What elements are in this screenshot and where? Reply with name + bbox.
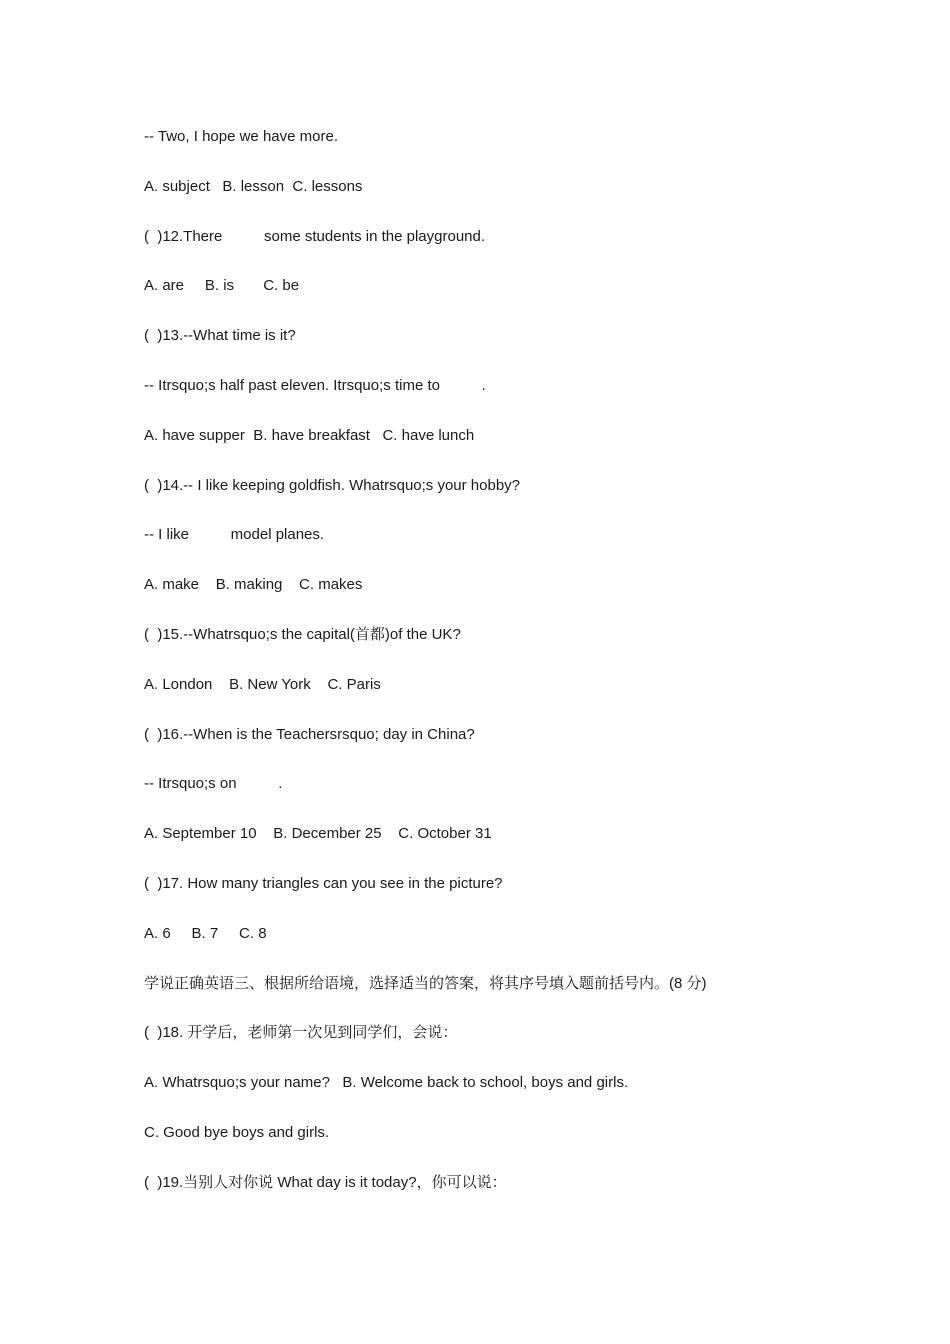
answer-options: A. make B. making C. makes	[144, 576, 363, 594]
text-body	[144, 126, 864, 1222]
section-heading: 学说正确英语三、根据所给语境，选择适当的答案，将其序号填入题前括号内。(8 分)	[144, 974, 707, 992]
question-15: ( )15.--Whatrsquo;s the capital(首都)of the UK?	[144, 625, 461, 643]
question-18: ( )18. 开学后，老师第一次见到同学们，会说：	[144, 1024, 458, 1042]
question-17: ( )17. How many triangles can you see in the picture?	[144, 874, 503, 892]
text-line: -- Itrsquo;s on .	[144, 775, 283, 793]
answer-options: A. subject B. lesson C. lessons	[144, 177, 363, 195]
answer-options: A. are B. is C. be	[144, 277, 300, 295]
answer-options: C. Good bye boys and girls.	[144, 1123, 330, 1141]
question-14: ( )14.-- I like keeping goldfish. Whatrsquo;s your hobby?	[144, 476, 521, 494]
question-13: ( )13.--What time is it?	[144, 327, 296, 345]
text-line: -- Two, I hope we have more.	[144, 128, 338, 145]
question-19: ( )19.当别人对你说 What day is it today?，你可以说：	[144, 1173, 507, 1191]
answer-options: A. London B. New York C. Paris	[144, 675, 381, 693]
question-12: ( )12.There some students in the playground.	[144, 227, 486, 245]
answer-options: A. have supper B. have breakfast C. have lunch	[144, 426, 475, 444]
text-line: -- I like model planes.	[144, 526, 325, 544]
answer-options: A. Whatrsquo;s your name? B. Welcome back to school, boys and girls.	[144, 1074, 629, 1092]
text-line: -- Itrsquo;s half past eleven. Itrsquo;s time to .	[144, 376, 486, 394]
question-16: ( )16.--When is the Teachersrsquo; day in China?	[144, 725, 475, 743]
answer-options: A. 6 B. 7 C. 8	[144, 924, 267, 942]
answer-options: A. September 10 B. December 25 C. October 31	[144, 825, 492, 843]
